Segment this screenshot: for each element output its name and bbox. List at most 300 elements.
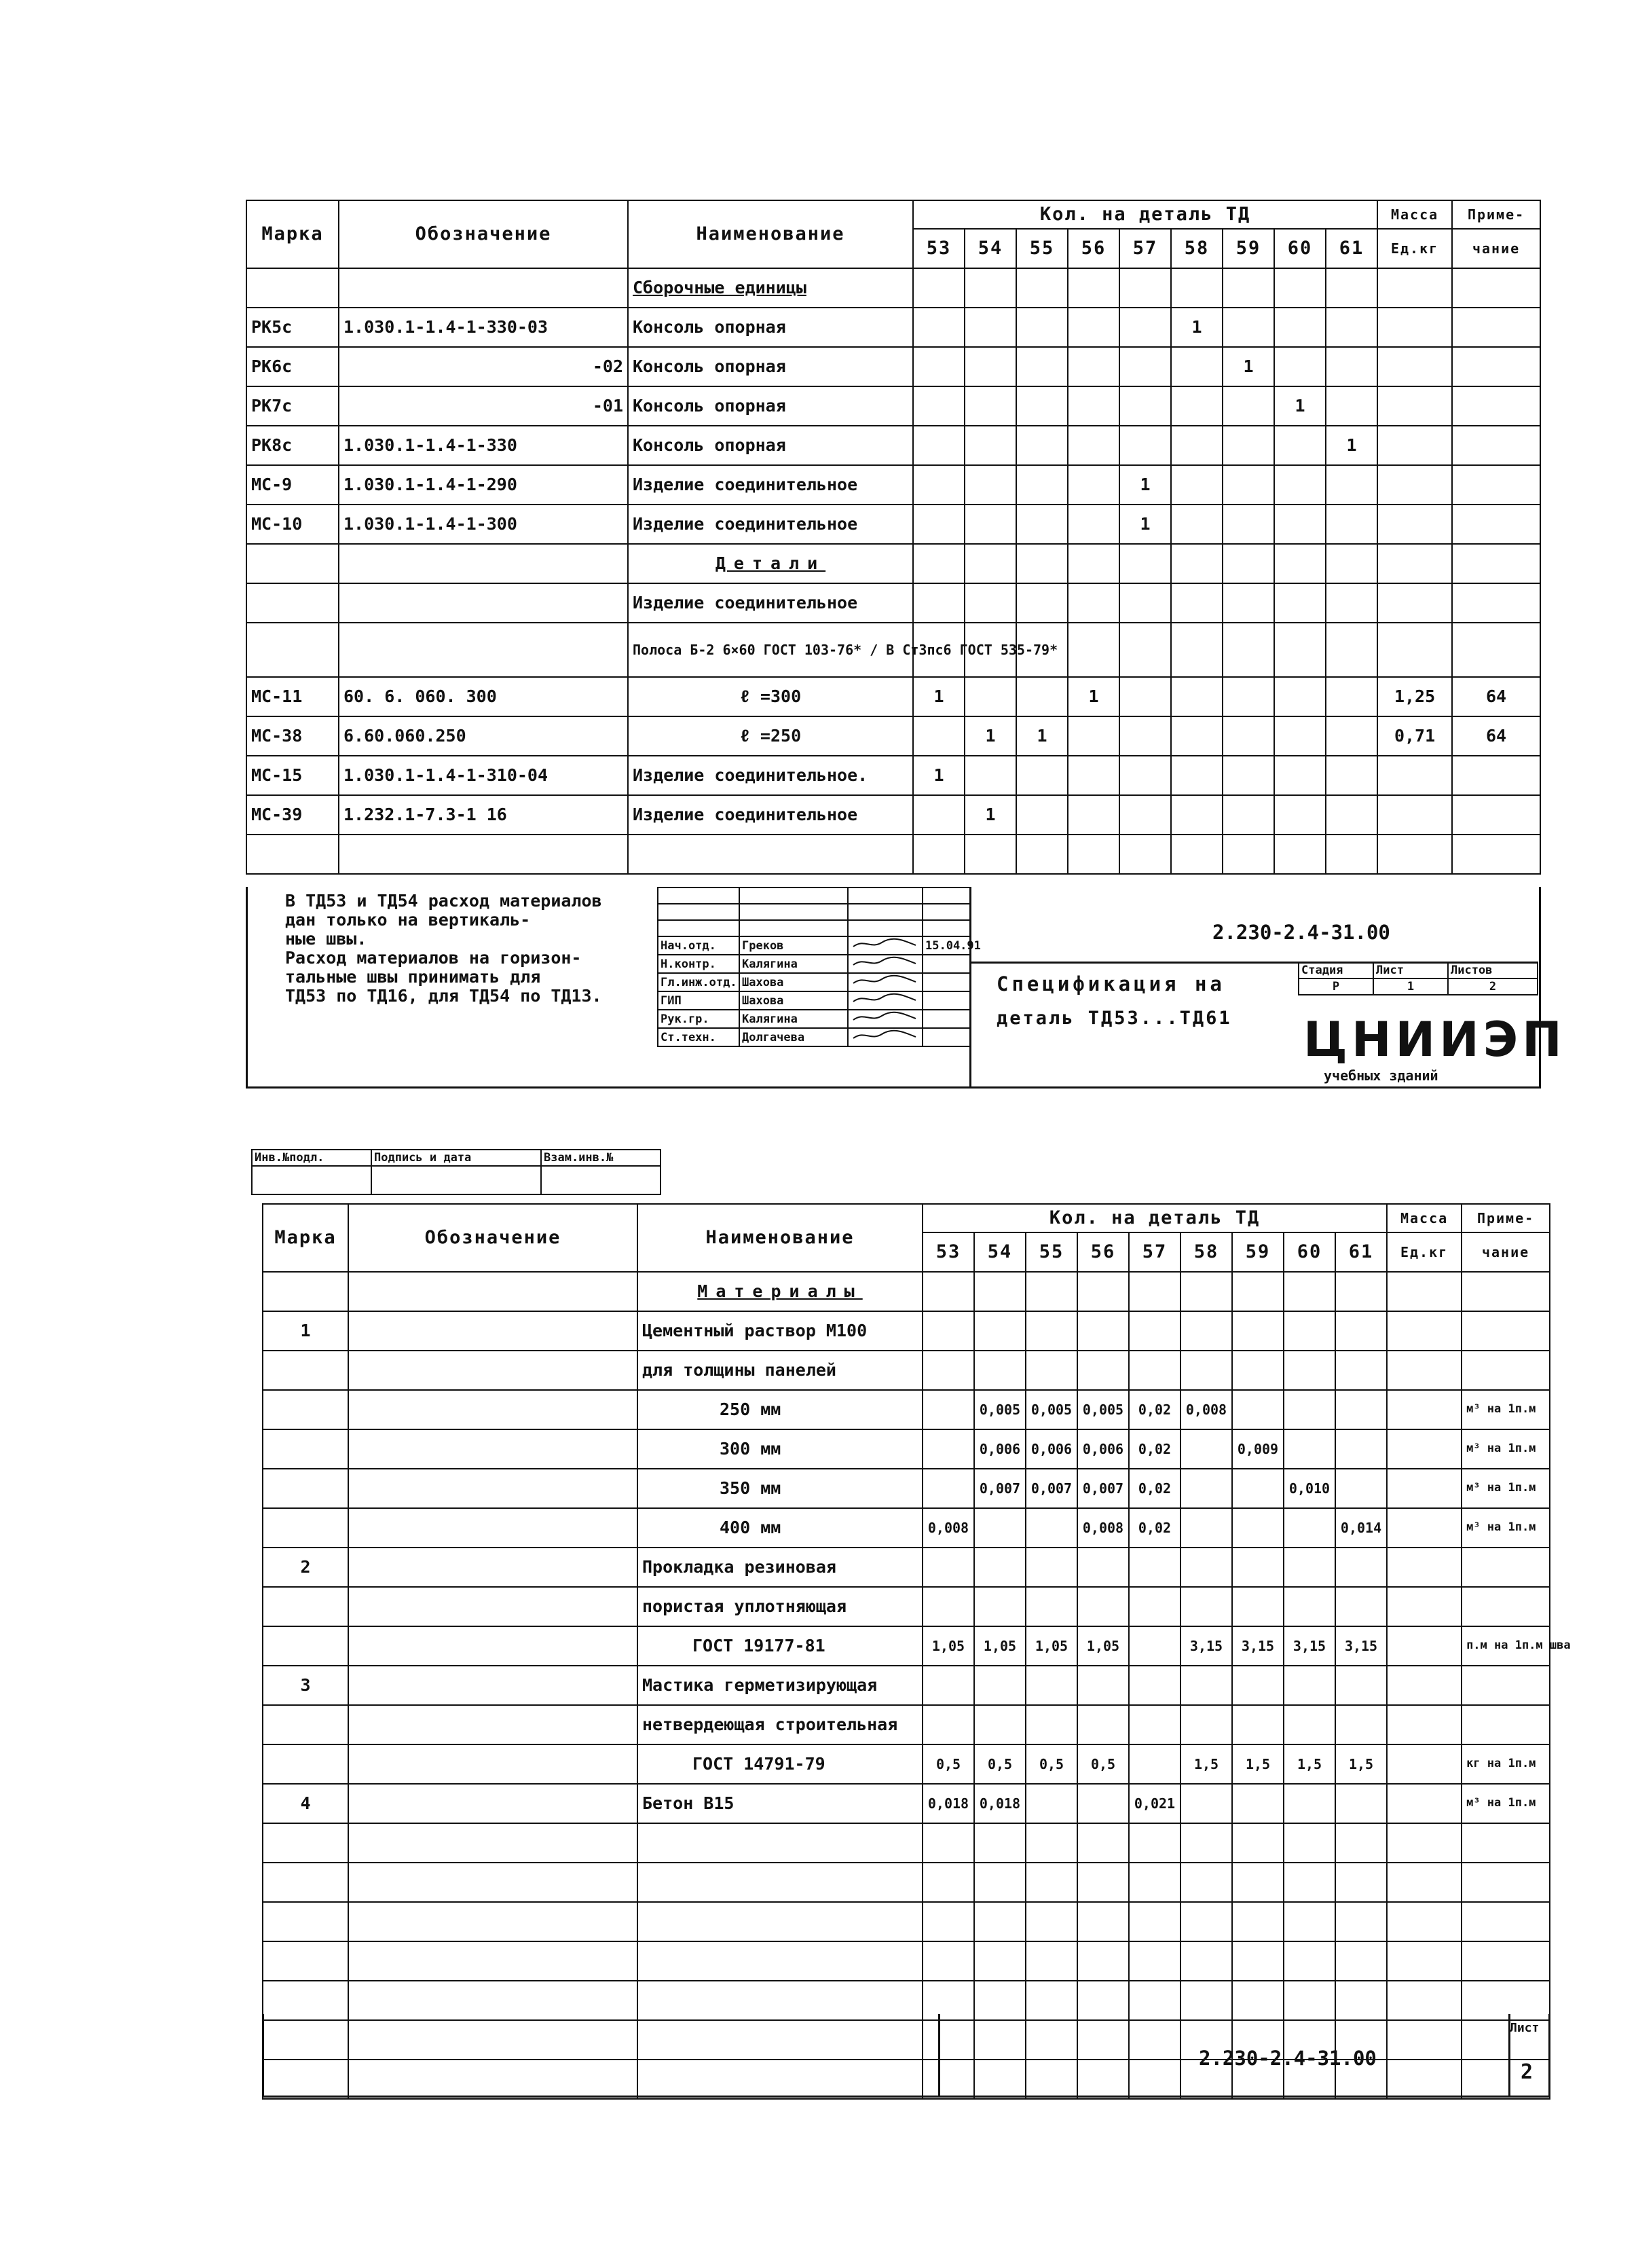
cell-name: Мастика герметизирующая	[637, 1666, 923, 1705]
cell-qty-57: 0,02	[1129, 1469, 1180, 1508]
cell-mark: 3	[263, 1666, 348, 1705]
cell-designation	[339, 544, 628, 583]
cell-qty-60	[1284, 1508, 1335, 1548]
cell-qty-60	[1284, 1548, 1335, 1587]
cell-qty-55	[1016, 835, 1068, 874]
cell-qty-55	[1026, 1941, 1077, 1981]
cell-mark: РК8с	[246, 426, 339, 465]
cell-name: Материалы	[637, 1272, 923, 1311]
signature-role: Н.контр.	[658, 955, 739, 973]
cell-qty-59	[1223, 716, 1274, 756]
col-59: 59	[1223, 229, 1274, 268]
cell-name: для толщины панелей	[637, 1351, 923, 1390]
cell-qty-55	[1016, 347, 1068, 386]
cell-qty-54	[974, 1272, 1026, 1311]
cell-qty-55	[1016, 465, 1068, 505]
header-designation: Обозначение	[339, 200, 628, 268]
cell-designation	[348, 1863, 637, 1902]
cell-designation: 60. 6. 060. 300	[339, 677, 628, 716]
cell-mass	[1387, 1666, 1462, 1705]
cell-qty-56: 0,008	[1077, 1508, 1129, 1548]
cell-qty-54	[974, 1311, 1026, 1351]
cell-note	[1462, 1902, 1550, 1941]
cell-qty-61	[1335, 1587, 1387, 1626]
cell-qty-61	[1326, 716, 1377, 756]
cell-name: Изделие соединительное	[628, 583, 913, 623]
cell-qty-53	[923, 1351, 974, 1390]
cell-name: Прокладка резиновая	[637, 1548, 923, 1587]
cell-qty-54	[974, 1666, 1026, 1705]
cell-qty-53	[923, 1548, 974, 1587]
note-line: дан только на вертикаль-	[285, 910, 531, 930]
table-row	[263, 1902, 1550, 1941]
cell-designation	[339, 835, 628, 874]
cell-designation	[348, 1744, 637, 1784]
cell-qty-60	[1284, 1784, 1335, 1823]
cell-qty-60	[1274, 677, 1326, 716]
cell-qty-58	[1171, 795, 1223, 835]
cell-qty-58	[1180, 1469, 1232, 1508]
cell-qty-57	[1129, 1666, 1180, 1705]
handwritten-signature	[848, 991, 923, 1010]
cell-name: Консоль опорная	[628, 347, 913, 386]
stamp-inv: Инв.№подл.	[252, 1150, 371, 1166]
cell-mass	[1377, 386, 1452, 426]
signature-name: Калягина	[739, 1010, 848, 1028]
cell-qty-56	[1077, 1548, 1129, 1587]
cell-designation	[348, 1902, 637, 1941]
col-56: 56	[1077, 1232, 1129, 1272]
cell-qty-57	[1129, 1351, 1180, 1390]
cell-qty-60	[1284, 1311, 1335, 1351]
header-note: Приме-	[1452, 200, 1540, 229]
cell-qty-59	[1223, 623, 1274, 677]
cell-note	[1452, 583, 1540, 623]
signature-role: Гл.инж.отд.	[658, 973, 739, 991]
cell-qty-56	[1077, 1311, 1129, 1351]
cell-mark	[263, 1823, 348, 1863]
cell-qty-60	[1284, 1272, 1335, 1311]
cell-qty-60	[1274, 716, 1326, 756]
table-row	[263, 1272, 1550, 1311]
sheet-number-2: 2	[1521, 2060, 1533, 2084]
cell-qty-59	[1232, 1705, 1284, 1744]
title-line-1: Спецификация на	[997, 972, 1225, 995]
cell-mark	[263, 1863, 348, 1902]
cell-note: м³ на 1п.м	[1462, 1469, 1550, 1508]
cell-mass	[1387, 1626, 1462, 1666]
table-row	[263, 1429, 1550, 1469]
signature-name: Долгачева	[739, 1028, 848, 1046]
cell-qty-54	[974, 1351, 1026, 1390]
cell-mass	[1387, 1390, 1462, 1429]
cell-qty-61	[1335, 1469, 1387, 1508]
cell-mark	[263, 1626, 348, 1666]
cell-qty-59	[1232, 1508, 1284, 1548]
doc-code-2: 2.230-2.4-31.00	[1199, 2047, 1377, 2070]
cell-qty-57	[1119, 386, 1171, 426]
cell-qty-56	[1077, 1941, 1129, 1981]
col-57: 57	[1119, 229, 1171, 268]
cell-qty-61	[1335, 1902, 1387, 1941]
cell-qty-53	[923, 1390, 974, 1429]
cell-mass	[1387, 1902, 1462, 1941]
cell-qty-53	[913, 505, 965, 544]
cell-qty-57: 0,02	[1129, 1390, 1180, 1429]
cell-qty-54	[965, 465, 1016, 505]
cell-name: Консоль опорная	[628, 426, 913, 465]
note-line: тальные швы принимать для	[285, 967, 541, 987]
cell-qty-60	[1284, 1587, 1335, 1626]
cell-qty-54	[965, 386, 1016, 426]
cell-qty-60	[1284, 1941, 1335, 1981]
cell-qty-56: 1	[1068, 677, 1119, 716]
cell-mark	[263, 1508, 348, 1548]
cell-qty-58: 1	[1171, 308, 1223, 347]
cell-note	[1462, 1863, 1550, 1902]
table-row	[246, 623, 1540, 677]
cell-qty-59	[1223, 756, 1274, 795]
cell-qty-54	[965, 835, 1016, 874]
cell-mass	[1387, 1469, 1462, 1508]
cell-qty-58	[1171, 623, 1223, 677]
cell-name: нетвердеющая строительная	[637, 1705, 923, 1744]
table-row	[246, 677, 1540, 716]
cell-qty-57	[1119, 716, 1171, 756]
cell-qty-56	[1068, 716, 1119, 756]
cell-name: ℓ =300	[628, 677, 913, 716]
header-note-2: чание	[1462, 1232, 1550, 1272]
cell-qty-55	[1016, 386, 1068, 426]
cell-qty-58	[1171, 505, 1223, 544]
cell-qty-57	[1129, 1863, 1180, 1902]
signature-date	[923, 991, 970, 1010]
table-row	[246, 268, 1540, 308]
cell-mark	[263, 1390, 348, 1429]
cell-qty-53	[923, 1941, 974, 1981]
cell-name: Полоса Б-2 6×60 ГОСТ 103-76* / В Ст3пс6 ГОСТ 535-79*	[628, 623, 913, 677]
cell-mass	[1387, 1508, 1462, 1548]
cell-qty-53	[923, 1666, 974, 1705]
cell-qty-54	[974, 1548, 1026, 1587]
cell-qty-59	[1232, 1941, 1284, 1981]
cell-qty-58	[1180, 1784, 1232, 1823]
cell-qty-56	[1077, 1272, 1129, 1311]
cell-name: 350 мм	[637, 1469, 923, 1508]
table-row	[263, 1351, 1550, 1390]
cell-qty-58	[1171, 386, 1223, 426]
stage-table	[1298, 962, 1538, 995]
cell-mass	[1377, 835, 1452, 874]
cell-mass	[1387, 1823, 1462, 1863]
cell-qty-56	[1077, 1705, 1129, 1744]
col-60: 60	[1284, 1232, 1335, 1272]
cell-qty-60	[1274, 583, 1326, 623]
cell-mass	[1377, 465, 1452, 505]
cell-qty-57	[1129, 1587, 1180, 1626]
signature-name: Шахова	[739, 991, 848, 1010]
col-61: 61	[1326, 229, 1377, 268]
cell-mark: МС-10	[246, 505, 339, 544]
cell-note: 64	[1452, 716, 1540, 756]
cell-mark	[246, 835, 339, 874]
cell-qty-58	[1180, 1941, 1232, 1981]
col-57: 57	[1129, 1232, 1180, 1272]
cell-note	[1452, 756, 1540, 795]
cell-qty-60	[1274, 623, 1326, 677]
cell-qty-55	[1016, 268, 1068, 308]
spec-table-1	[246, 200, 1541, 875]
cell-mass	[1387, 1784, 1462, 1823]
cell-qty-56	[1068, 386, 1119, 426]
cell-qty-59: 0,009	[1232, 1429, 1284, 1469]
col-53: 53	[923, 1232, 974, 1272]
cell-note	[1462, 1705, 1550, 1744]
cell-qty-58	[1180, 1823, 1232, 1863]
cell-designation	[348, 1941, 637, 1981]
cell-qty-58	[1180, 1902, 1232, 1941]
table-row	[246, 583, 1540, 623]
sheets-label: Листов	[1448, 962, 1538, 978]
cell-designation	[339, 623, 628, 677]
header-mass: Масса	[1377, 200, 1452, 229]
cell-qty-58	[1180, 1548, 1232, 1587]
handwritten-signature	[848, 1010, 923, 1028]
cell-mark	[246, 544, 339, 583]
cell-note	[1462, 1666, 1550, 1705]
cell-qty-57: 1	[1119, 505, 1171, 544]
cell-qty-55: 0,007	[1026, 1469, 1077, 1508]
cell-qty-55	[1026, 1548, 1077, 1587]
cell-qty-57	[1129, 1626, 1180, 1666]
cell-designation: 1.030.1-1.4-1-290	[339, 465, 628, 505]
cell-qty-61	[1335, 1351, 1387, 1390]
signature-role: ГИП	[658, 991, 739, 1010]
signature-name: Шахова	[739, 973, 848, 991]
col-61: 61	[1335, 1232, 1387, 1272]
cell-qty-61	[1326, 465, 1377, 505]
cell-qty-61	[1326, 347, 1377, 386]
cell-qty-54	[965, 347, 1016, 386]
cell-note	[1452, 386, 1540, 426]
cell-note	[1452, 308, 1540, 347]
cell-qty-57	[1129, 1272, 1180, 1311]
cell-mark: МС-39	[246, 795, 339, 835]
cell-qty-54: 0,005	[974, 1390, 1026, 1429]
cell-qty-56: 0,5	[1077, 1744, 1129, 1784]
signature-date	[923, 1028, 970, 1046]
cell-qty-60	[1274, 505, 1326, 544]
cell-qty-59	[1223, 308, 1274, 347]
cell-qty-58	[1180, 1863, 1232, 1902]
cell-note	[1452, 426, 1540, 465]
cell-qty-60: 1	[1274, 386, 1326, 426]
cell-mass	[1377, 426, 1452, 465]
cell-designation	[348, 1429, 637, 1469]
table-row	[263, 1705, 1550, 1744]
cell-qty-59	[1223, 795, 1274, 835]
cell-note	[1452, 347, 1540, 386]
cell-name: Консоль опорная	[628, 308, 913, 347]
cell-qty-54	[965, 677, 1016, 716]
table-row	[246, 347, 1540, 386]
handwritten-signature	[848, 955, 923, 973]
cell-mark	[263, 1469, 348, 1508]
cell-qty-60	[1284, 1863, 1335, 1902]
cell-qty-61	[1335, 1390, 1387, 1429]
cell-qty-57	[1129, 1744, 1180, 1784]
cell-qty-58	[1171, 716, 1223, 756]
cell-qty-54	[965, 544, 1016, 583]
cell-qty-58	[1180, 1587, 1232, 1626]
cell-mass	[1387, 1941, 1462, 1981]
cell-name: Изделие соединительное	[628, 465, 913, 505]
cell-qty-59	[1223, 505, 1274, 544]
cell-qty-61: 0,014	[1335, 1508, 1387, 1548]
table-row	[263, 1863, 1550, 1902]
cell-designation: 1.030.1-1.4-1-310-04	[339, 756, 628, 795]
cell-qty-57	[1129, 1705, 1180, 1744]
col-60: 60	[1274, 229, 1326, 268]
col-54: 54	[965, 229, 1016, 268]
stage-label: Стадия	[1299, 962, 1373, 978]
cell-qty-55	[1016, 505, 1068, 544]
col-58: 58	[1171, 229, 1223, 268]
cell-mark: МС-9	[246, 465, 339, 505]
cell-qty-58	[1171, 583, 1223, 623]
header-mass: Масса	[1387, 1204, 1462, 1232]
cell-qty-60	[1274, 544, 1326, 583]
cell-note	[1452, 544, 1540, 583]
cell-qty-56	[1068, 583, 1119, 623]
cell-qty-58: 0,008	[1180, 1390, 1232, 1429]
cell-qty-56	[1068, 756, 1119, 795]
cell-qty-53	[923, 1823, 974, 1863]
cell-qty-55	[1026, 1705, 1077, 1744]
cell-name	[637, 1863, 923, 1902]
cell-mark	[263, 1272, 348, 1311]
cell-qty-56: 0,007	[1077, 1469, 1129, 1508]
cell-note	[1462, 1587, 1550, 1626]
cell-mass	[1387, 1587, 1462, 1626]
cell-qty-55	[1016, 308, 1068, 347]
table-row	[263, 1744, 1550, 1784]
cell-qty-53	[913, 795, 965, 835]
cell-qty-56: 1,05	[1077, 1626, 1129, 1666]
cell-qty-54	[974, 1823, 1026, 1863]
header-name: Наименование	[628, 200, 913, 268]
table-row	[263, 1784, 1550, 1823]
cell-qty-54	[965, 505, 1016, 544]
cell-name: Изделие соединительное	[628, 795, 913, 835]
cell-qty-57	[1129, 1902, 1180, 1941]
cell-qty-58	[1180, 1272, 1232, 1311]
cell-mark	[263, 1587, 348, 1626]
cell-designation	[339, 268, 628, 308]
cell-qty-57	[1129, 1823, 1180, 1863]
cell-note	[1452, 623, 1540, 677]
handwritten-signature	[848, 936, 923, 955]
table-row	[263, 1666, 1550, 1705]
table-row	[263, 1587, 1550, 1626]
cell-mass	[1387, 1351, 1462, 1390]
signature-row	[658, 955, 970, 973]
cell-designation	[348, 1784, 637, 1823]
cell-qty-53: 1	[913, 677, 965, 716]
cell-qty-59	[1232, 1272, 1284, 1311]
stamp-vzam: Взам.инв.№	[541, 1150, 661, 1166]
cell-qty-53	[913, 716, 965, 756]
cell-qty-57	[1119, 583, 1171, 623]
cell-qty-53: 0,5	[923, 1744, 974, 1784]
cell-qty-59	[1232, 1902, 1284, 1941]
cell-qty-54	[974, 1508, 1026, 1548]
cell-qty-58: 3,15	[1180, 1626, 1232, 1666]
cell-qty-56: 0,006	[1077, 1429, 1129, 1469]
table-row	[263, 1548, 1550, 1587]
header-note-2: чание	[1452, 229, 1540, 268]
org-logo: ЦНИИЭП	[1303, 1012, 1566, 1067]
cell-qty-57	[1119, 677, 1171, 716]
cell-qty-55	[1026, 1587, 1077, 1626]
sheet-label: Лист	[1373, 962, 1448, 978]
cell-qty-61	[1335, 1823, 1387, 1863]
cell-qty-54	[974, 1941, 1026, 1981]
cell-name: Сборочные единицы	[628, 268, 913, 308]
cell-name: ГОСТ 19177-81	[637, 1626, 923, 1666]
cell-qty-58	[1180, 1705, 1232, 1744]
cell-qty-59	[1223, 544, 1274, 583]
cell-qty-61	[1335, 1272, 1387, 1311]
cell-qty-59	[1223, 426, 1274, 465]
inventory-stamp	[251, 1149, 661, 1195]
cell-qty-55	[1026, 1311, 1077, 1351]
table-row	[246, 835, 1540, 874]
cell-qty-60	[1274, 795, 1326, 835]
spec-table-2	[262, 1203, 1571, 2100]
cell-qty-56	[1068, 544, 1119, 583]
cell-qty-59	[1223, 268, 1274, 308]
cell-qty-61	[1326, 505, 1377, 544]
cell-mass	[1387, 1429, 1462, 1469]
cell-mass	[1377, 268, 1452, 308]
cell-mark	[263, 1705, 348, 1744]
table-row	[246, 505, 1540, 544]
cell-designation	[348, 1705, 637, 1744]
cell-mass	[1377, 583, 1452, 623]
cell-designation	[348, 1666, 637, 1705]
cell-note: м³ на 1п.м	[1462, 1429, 1550, 1469]
cell-mark: МС-11	[246, 677, 339, 716]
cell-qty-60	[1284, 1823, 1335, 1863]
cell-qty-61	[1335, 1705, 1387, 1744]
cell-qty-58	[1171, 677, 1223, 716]
stage-value: Р	[1299, 978, 1373, 995]
cell-mass: 1,25	[1377, 677, 1452, 716]
cell-qty-55	[1026, 1823, 1077, 1863]
cell-name: Изделие соединительное.	[628, 756, 913, 795]
cell-qty-58	[1171, 268, 1223, 308]
cell-designation: 1.232.1-7.3-1 16	[339, 795, 628, 835]
cell-note	[1452, 795, 1540, 835]
cell-qty-55	[1026, 1508, 1077, 1548]
cell-designation	[339, 583, 628, 623]
table-row	[246, 308, 1540, 347]
note-line: ТД53 по ТД16, для ТД54 по ТД13.	[285, 986, 602, 1006]
cell-qty-53	[913, 426, 965, 465]
cell-designation	[348, 1351, 637, 1390]
cell-name: 400 мм	[637, 1508, 923, 1548]
